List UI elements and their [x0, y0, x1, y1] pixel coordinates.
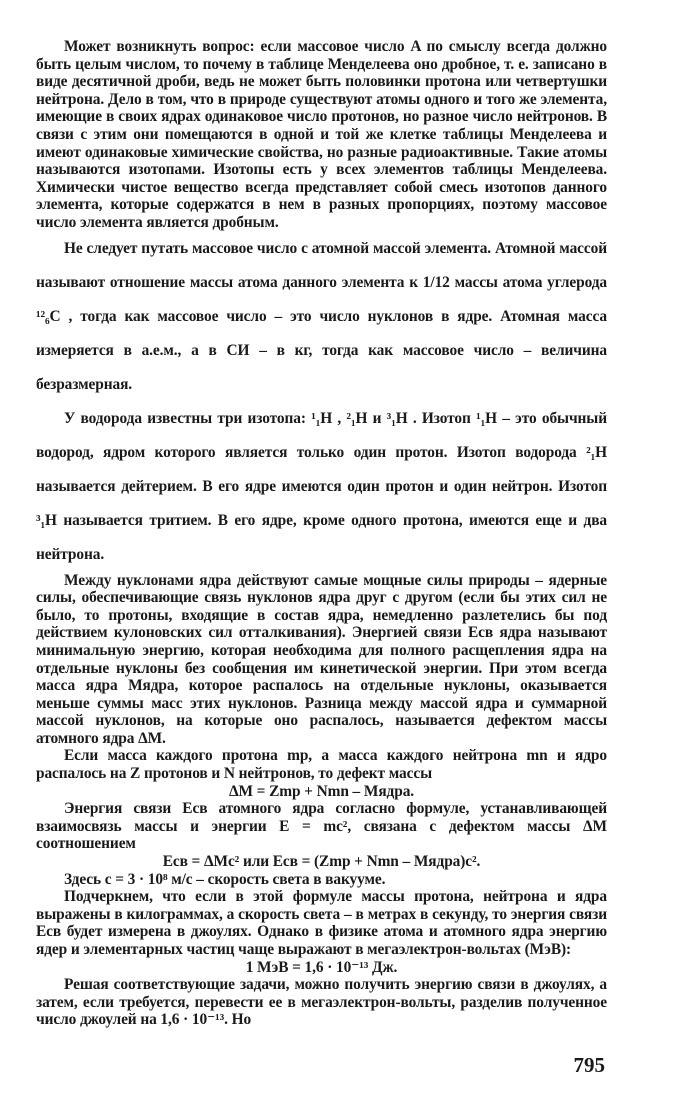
formula-mev: 1 МэВ = 1,6 · 10⁻¹³ Дж. — [245, 958, 398, 976]
formula-mass-defect: ΔM = Zmp + Nmn – Mядра. — [228, 782, 415, 800]
line-speed-of-light: Здесь c = 3 · 10⁸ м/с – скорость света в вакууме. — [64, 870, 386, 888]
formula-binding-energy: Eсв = ΔMc² или Eсв = (Zmp + Nmn – Mядра)c². — [162, 853, 481, 871]
page-number: 795 — [573, 1053, 605, 1077]
paragraph-atomic-mass: Не следует путать массовое число с атомной массой элемента. Атомной массой называют отношение массы атома данного элемента к 1/12 массы атома углерода ¹²₆C , тогда как массовое число – это число нуклонов в ядре. Атомная масса измеряется в а.е.м., а в СИ – в кг, тогда как массовое число – величина безразмерная. — [36, 239, 607, 393]
paragraph-nuclear-forces: Между нуклонами ядра действуют самые мощные силы природы – ядерные силы, обеспечивающие связь нуклонов ядра друг с другом (если бы этих сил не было, то протоны, входящие в состав ядра, немедленно разлетелись бы под действием кулоновских сил отталкивания). Энергией связи Eсв ядра называют минимальную энергию, которая необходима для полного расщепления ядра на отдельные нуклоны без сообщения им кинетической энергии. При этом всегда масса ядра Mядра, которое распалось на отдельные нуклоны, оказывается меньше суммы масс этих нуклонов. Разница между массой ядра и суммарной массой нуклонов, на которые оно распалось, называется дефектом массы атомного ядра ΔM. — [36, 571, 607, 747]
paragraph-units: Подчеркнем, что если в этой формуле массы протона, нейтрона и ядра выражены в килограммах, а скорость света – в метрах в секунду, то энергия связи Eсв будет измерена в джоулях. Однако в физике атома и атомного ядра энергию ядер и элементарных частиц чаще выражают в мегаэлектрон-вольтах (МэВ): — [36, 888, 607, 958]
paragraph-isotopes-question: Может возникнуть вопрос: если массовое число A по смыслу всегда должно быть целым числом, то почему в таблице Менделеева оно дробное, т. е. записано в виде десятичной дроби, ведь не может быть половинки протона или четвертушки нейтрона. Дело в том, что в природе существуют атомы одного и того же элемента, имеющие в своих ядрах одинаковое число протонов, но разное число нейтронов. В связи с этим они помещаются в одной и той же клетке таблицы Менделеева и имеют одинаковые химические свойства, но разные радиоактивные. Такие атомы называются изотопами. Изотопы есть у всех элементов таблицы Менделеева. Химически чистое вещество всегда представляет собой смесь изотопов данного элемента, которые содержатся в нем в разных пропорциях, поэтому массовое число элемента является дробным. — [36, 38, 607, 231]
paragraph-binding-energy: Энергия связи Eсв атомного ядра согласно формуле, устанавливающей взаимосвязь массы и энергии E = mc², связана с дефектом массы ΔM соотношением — [36, 800, 607, 853]
paragraph-mass-defect-intro: Если масса каждого протона mp, а масса каждого нейтрона mn и ядро распалось на Z протонов и N нейтронов, то дефект массы — [36, 747, 607, 783]
body-text — [36, 38, 607, 1029]
paragraph-hydrogen-isotopes: У водорода известны три изотопа: ¹₁H , ²₁H и ³₁H . Изотоп ¹₁H – это обычный водород, ядром которого является только один протон. Изотоп водорода ²₁H называется дейтерием. В его ядре имеются один протон и один нейтрон. Изотоп ³₁H называется тритием. В его ядре, кроме одного протона, имеются еще и два нейтрона. — [36, 409, 607, 563]
paragraph-conversion: Решая соответствующие задачи, можно получить энергию связи в джоулях, а затем, если требуется, перевести ее в мегаэлектрон-вольты, разделив полученное число джоулей на 1,6 · 10⁻¹³. Но — [36, 976, 607, 1029]
